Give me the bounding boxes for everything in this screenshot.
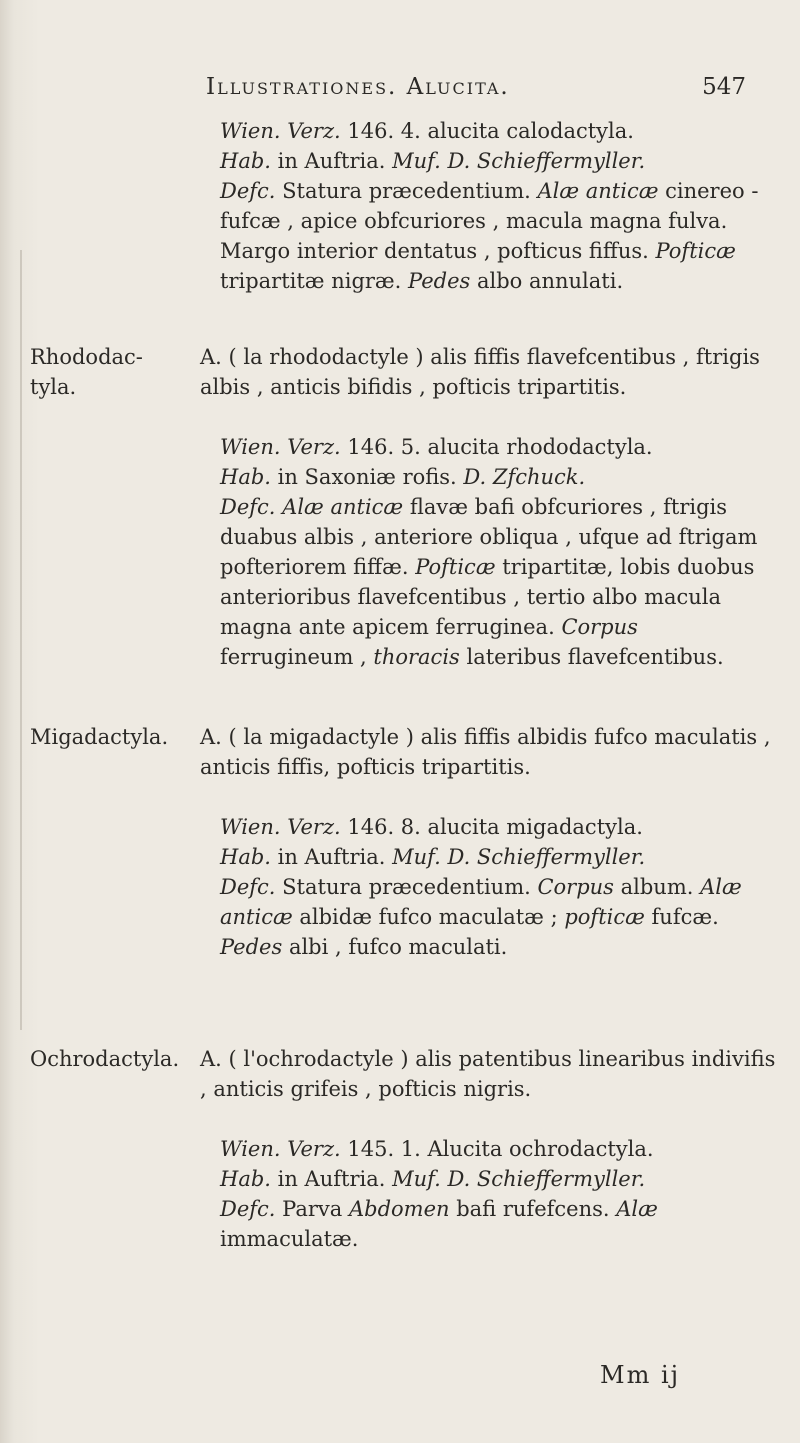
page-number: 547 bbox=[702, 74, 746, 100]
desc-line: Defc. Statura præcedentium. Corpus album. Alæ anticæ albidæ fufco maculatæ ; pofticæ fufcæ. Pedes albi , fufco maculati. bbox=[220, 875, 742, 959]
wien-line: Wien. Verz. 146. 8. alucita migadactyla. bbox=[220, 815, 643, 839]
wien-line: Wien. Verz. 146. 5. alucita rhododactyla. bbox=[220, 435, 653, 459]
desc-line: Defc. Alæ anticæ flavæ bafi obfcuriores , ftrigis duabus albis , anteriore obliqua , ufque ad ftrigam pofteriorem fiffæ. Pofticæ tripartitæ, lobis duobus anterioribus flavefcentibus , tertio albo macula magna ante apicem ferruginea. Corpus ferrugineum , thoracis lateribus flavefcentibus. bbox=[220, 495, 758, 669]
entry-body bbox=[220, 812, 760, 962]
desc-line: Defc. Parva Abdomen bafi rufefcens. Alæ immaculatæ. bbox=[220, 1197, 658, 1251]
species-diagnosis: A. ( la rhododactyle ) alis fiffis flavefcentibus , ftrigis albis , anticis bifidis , pofticis tripartitis. bbox=[200, 345, 760, 399]
hab-line: Hab. in Auftria. Muf. D. Schieffermyller. bbox=[220, 845, 646, 869]
hab-line: Hab. in Auftria. Muf. D. Schieffermyller. bbox=[220, 1167, 646, 1191]
hab-line: Hab. in Auftria. Muf. D. Schieffermyller. bbox=[220, 149, 646, 173]
wien-line: Wien. Verz. 145. 1. Alucita ochrodactyla. bbox=[220, 1137, 654, 1161]
species-diagnosis: A. ( la migadactyle ) alis fiffis albidis fufco maculatis , anticis fiffis, pofticis tripartitis. bbox=[200, 725, 771, 779]
entry-body bbox=[220, 432, 760, 672]
hab-line: Hab. in Saxoniæ rofis. D. Zfchuck. bbox=[220, 465, 586, 489]
genus-name: Rhododac- tyla. bbox=[30, 345, 143, 399]
desc-line: Defc. Statura præcedentium. Alæ anticæ cinereo - fufcæ , apice obfcuriores , macula magna fulva. Margo interior dentatus , pofticus fiffus. Pofticæ tripartitæ nigræ. Pedes albo annulati. bbox=[220, 179, 759, 293]
signature-mark: Mm ij bbox=[600, 1361, 681, 1389]
gutter-shadow bbox=[20, 250, 22, 1030]
entry-body bbox=[220, 116, 760, 296]
genus-name: Ochrodactyla. bbox=[30, 1047, 180, 1071]
running-header bbox=[206, 74, 746, 100]
species-diagnosis: A. ( l'ochrodactyle ) alis patentibus linearibus indivifis , anticis grifeis , pofticis nigris. bbox=[200, 1047, 776, 1101]
running-title: Illustrationes. Alucita. bbox=[206, 74, 510, 100]
entry-body bbox=[220, 1134, 760, 1254]
wien-line: Wien. Verz. 146. 4. alucita calodactyla. bbox=[220, 119, 634, 143]
genus-name: Migadactyla. bbox=[30, 725, 169, 749]
